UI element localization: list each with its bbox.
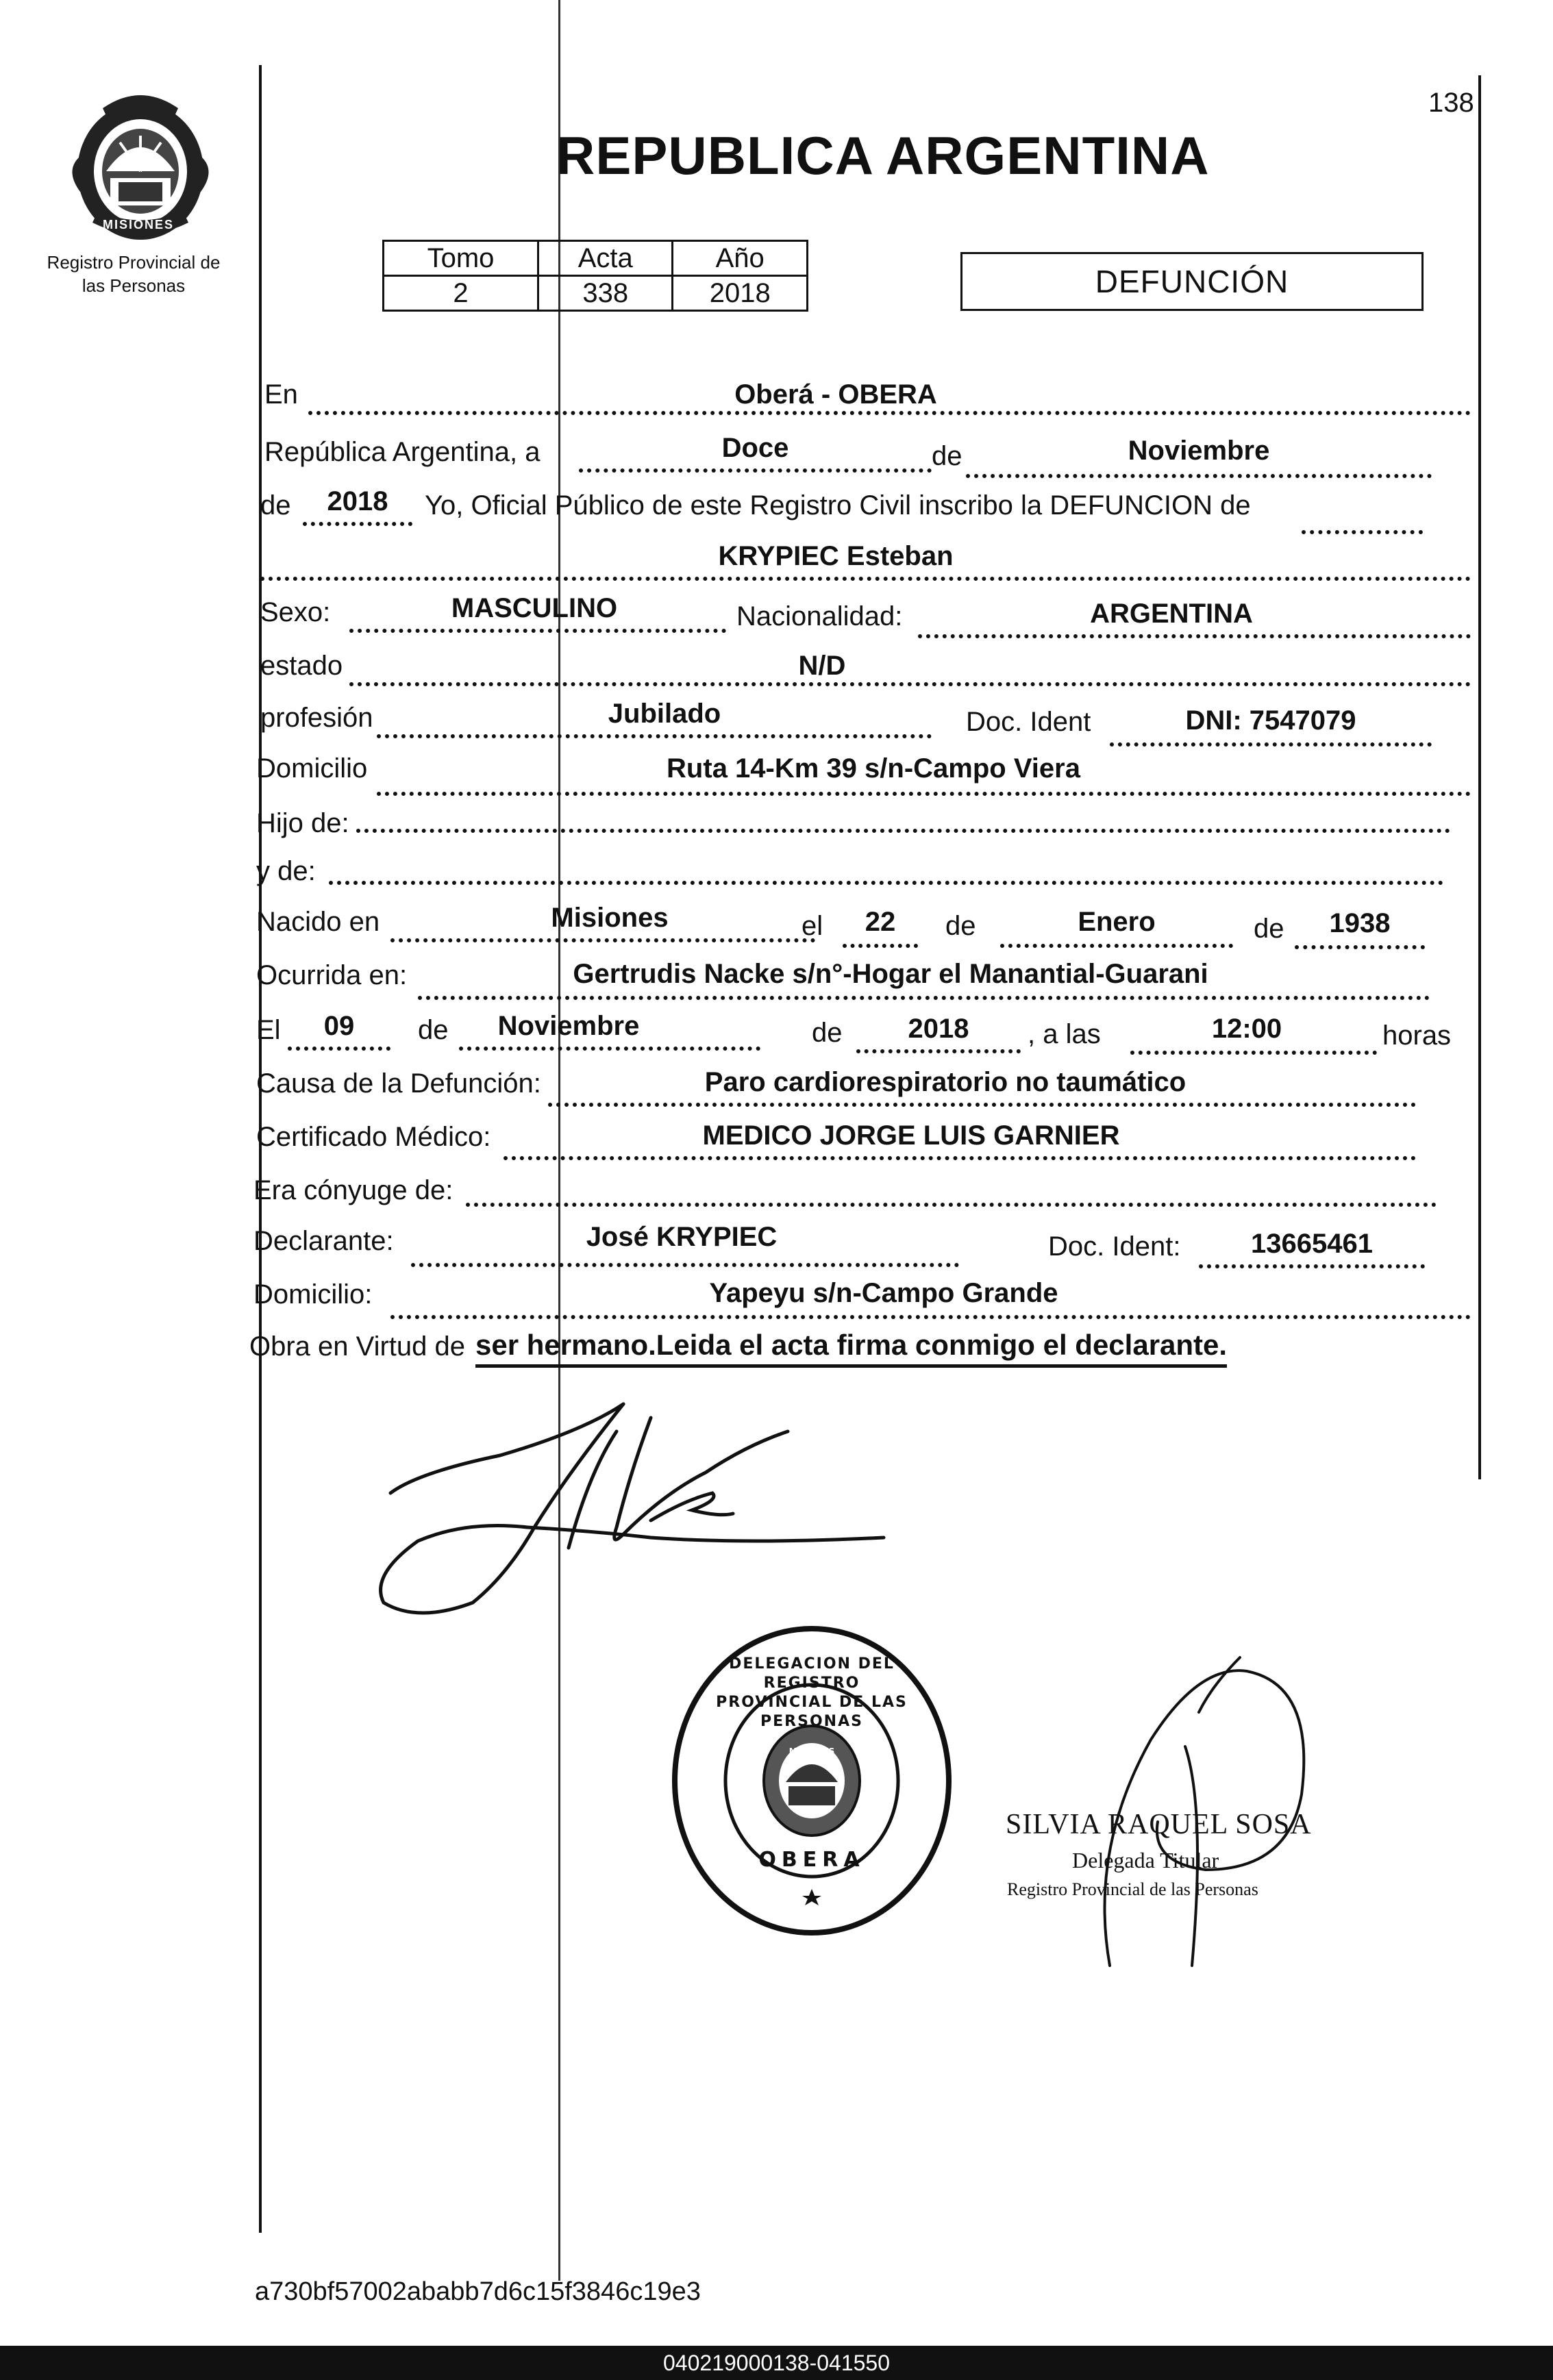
hijo-dots [356,829,1450,833]
en-value: Oberá - OBERA [734,379,937,410]
row-ocurrida [253,951,1471,999]
nacido-mes-value: Enero [1078,907,1156,937]
certificado-dots [504,1156,1416,1160]
registry-table [382,240,808,312]
mes-dots [966,474,1432,478]
row-y [253,847,1471,894]
de-label-4: de [1254,914,1284,944]
oficial-dots [1302,530,1423,534]
row-profesion [253,693,1471,741]
nacido-anio-dots [1295,945,1425,949]
registry-name-line2: las Personas [82,275,186,296]
profesion-dots [377,734,932,738]
de-label-3: de [945,911,976,941]
doc-ident2-label: Doc. Ident: [1048,1231,1181,1262]
hora-dots [1130,1051,1377,1055]
de-label-1: de [932,441,962,471]
barcode-bar [0,2346,1553,2380]
seal-center-text: OBERA [758,1848,865,1872]
row-nombre [253,536,1471,584]
registry-header-tomo: Tomo [384,241,538,276]
declarant-signature [363,1390,925,1616]
en-label: En [264,379,298,410]
hijo-label: Hijo de: [256,808,349,838]
nacido-anio-value: 1938 [1329,908,1391,938]
certificado-value: MEDICO JORGE LUIS GARNIER [702,1120,1120,1151]
nacionalidad-value: ARGENTINA [1090,599,1253,629]
domicilio-label: Domicilio [256,753,368,784]
registry-header-anio: Año [673,241,808,276]
official-name: SILVIA RAQUEL SOSA [1006,1809,1312,1840]
row-domicilio2 [253,1270,1471,1318]
nacido-dia-dots [843,944,918,948]
nacido-dots [390,938,815,942]
anio-dots [303,522,412,526]
registry-value-anio: 2018 [673,276,808,311]
row-declarante [253,1216,1471,1264]
el-label: el [802,911,823,941]
nombre-dots [260,577,1471,581]
conyuge-dots [466,1203,1437,1207]
fallec-mes-value: Noviembre [497,1011,640,1041]
barcode-text: 040219000138-041550 [663,2351,890,2375]
row-domicilio [253,747,1471,794]
domicilio2-dots [390,1315,1471,1319]
page-title: REPUBLICA ARGENTINA [556,125,1210,186]
anio-value: 2018 [327,486,388,516]
row-nacido [253,897,1471,945]
declarante-dots [411,1263,959,1267]
fallec-anio-value: 2018 [908,1014,969,1044]
right-margin-rule [1478,75,1481,1479]
ocurrida-dots [418,996,1430,1000]
registry-table-header-row [384,241,808,276]
registry-header-acta: Acta [538,241,673,276]
logo-text-top: PROVINCIA DE [106,86,188,97]
row-causa [253,1059,1471,1107]
causa-dots [548,1103,1416,1107]
doc-type-box [960,252,1424,311]
ocurrida-value: Gertrudis Nacke s/n°-Hogar el Manantial-Guarani [573,959,1208,989]
row-obra [249,1322,1471,1370]
hora-value: 12:00 [1211,1014,1282,1044]
nacido-dia-value: 22 [865,907,896,937]
obra-value: ser hermano.Leida el acta firma conmigo el declarante. [475,1329,1227,1368]
doc-ident-label: Doc. Ident [966,707,1091,737]
el2-label: El [256,1015,281,1045]
document-hash: a730bf57002ababb7d6c15f3846c19e3 [255,2277,701,2306]
sexo-label: Sexo: [260,597,331,627]
row-hijo [253,799,1471,847]
declarante-label: Declarante: [253,1226,394,1256]
dia-dots [579,468,932,473]
profesion-label: profesión [260,703,373,733]
horas-label: horas [1382,1020,1452,1051]
fallec-mes-dots [459,1047,760,1051]
domicilio-dots [377,792,1471,796]
domicilio-value: Ruta 14-Km 39 s/n-Campo Viera [667,753,1080,784]
registry-name-line1: Registro Provincial de [47,252,221,273]
doc-ident2-dots [1199,1264,1425,1268]
obra-label: Obra en Virtud de [249,1331,466,1362]
nombre-value: KRYPIEC Esteban [718,541,954,571]
estado-value: N/D [798,651,846,681]
page-number: 138 [1428,88,1474,118]
de-label-5: de [418,1015,449,1045]
conyuge-label: Era cónyuge de: [253,1175,454,1205]
ocurrida-label: Ocurrida en: [256,960,408,990]
logo-text-bottom: MISIONES [103,218,175,231]
seal-ring-text: DELEGACION DEL REGISTRO PROVINCIAL DE LAS PERSONAS [716,1655,908,1730]
y-dots [329,881,1443,885]
y-label: y de: [256,856,316,886]
nacido-mes-dots [1000,944,1233,948]
row-certificado [253,1112,1471,1160]
de-label-2: de [260,490,291,521]
row-republica [253,427,1471,475]
doc-type-label: DEFUNCIÓN [1095,264,1289,299]
de-label-6: de [812,1018,843,1048]
row-oficial [253,481,1471,529]
fallec-dia-dots [288,1047,390,1051]
registry-value-tomo: 2 [384,276,538,311]
nacido-label: Nacido en [256,907,380,937]
republica-label: República Argentina, a [264,437,541,467]
a-las-label: , a las [1028,1019,1101,1049]
row-conyuge [253,1166,1471,1214]
oficial-text: Yo, Oficial Público de este Registro Civil inscribo la DEFUNCION de [425,490,1251,521]
seal-inner-text: MISIONES [788,1746,835,1756]
fallec-anio-dots [856,1049,1021,1053]
estado-dots [349,682,1471,686]
dia-value: Doce [721,433,789,463]
mes-value: Noviembre [1128,436,1270,466]
doc-ident2-value: 13665461 [1251,1229,1373,1259]
registry-value-acta: 338 [538,276,673,311]
registry-table-value-row [384,276,808,311]
causa-value: Paro cardiorespiratorio no taumático [704,1067,1187,1097]
declarante-value: José KRYPIEC [586,1222,778,1252]
certificado-label: Certificado Médico: [256,1122,491,1152]
row-en [253,370,1471,418]
doc-ident-value: DNI: 7547079 [1185,705,1356,736]
domicilio2-value: Yapeyu s/n-Campo Grande [709,1278,1058,1308]
fallec-dia-value: 09 [323,1011,355,1041]
causa-label: Causa de la Defunción: [256,1068,541,1099]
official-role: Delegada Titular [1072,1848,1219,1872]
row-sexo [253,588,1471,636]
estado-label: estado [260,651,343,681]
official-seal [668,1623,956,1938]
sexo-value: MASCULINO [451,593,618,623]
profesion-value: Jubilado [608,699,721,729]
nacionalidad-dots [918,634,1471,638]
domicilio2-label: Domicilio: [253,1279,373,1310]
nacionalidad-label: Nacionalidad: [736,601,903,631]
official-org: Registro Provincial de las Personas [1007,1879,1258,1899]
sexo-dots [349,629,726,633]
row-fecha-defuncion [253,1005,1471,1053]
row-estado [253,641,1471,689]
nacido-value: Misiones [551,903,669,933]
en-dots [308,411,1471,415]
